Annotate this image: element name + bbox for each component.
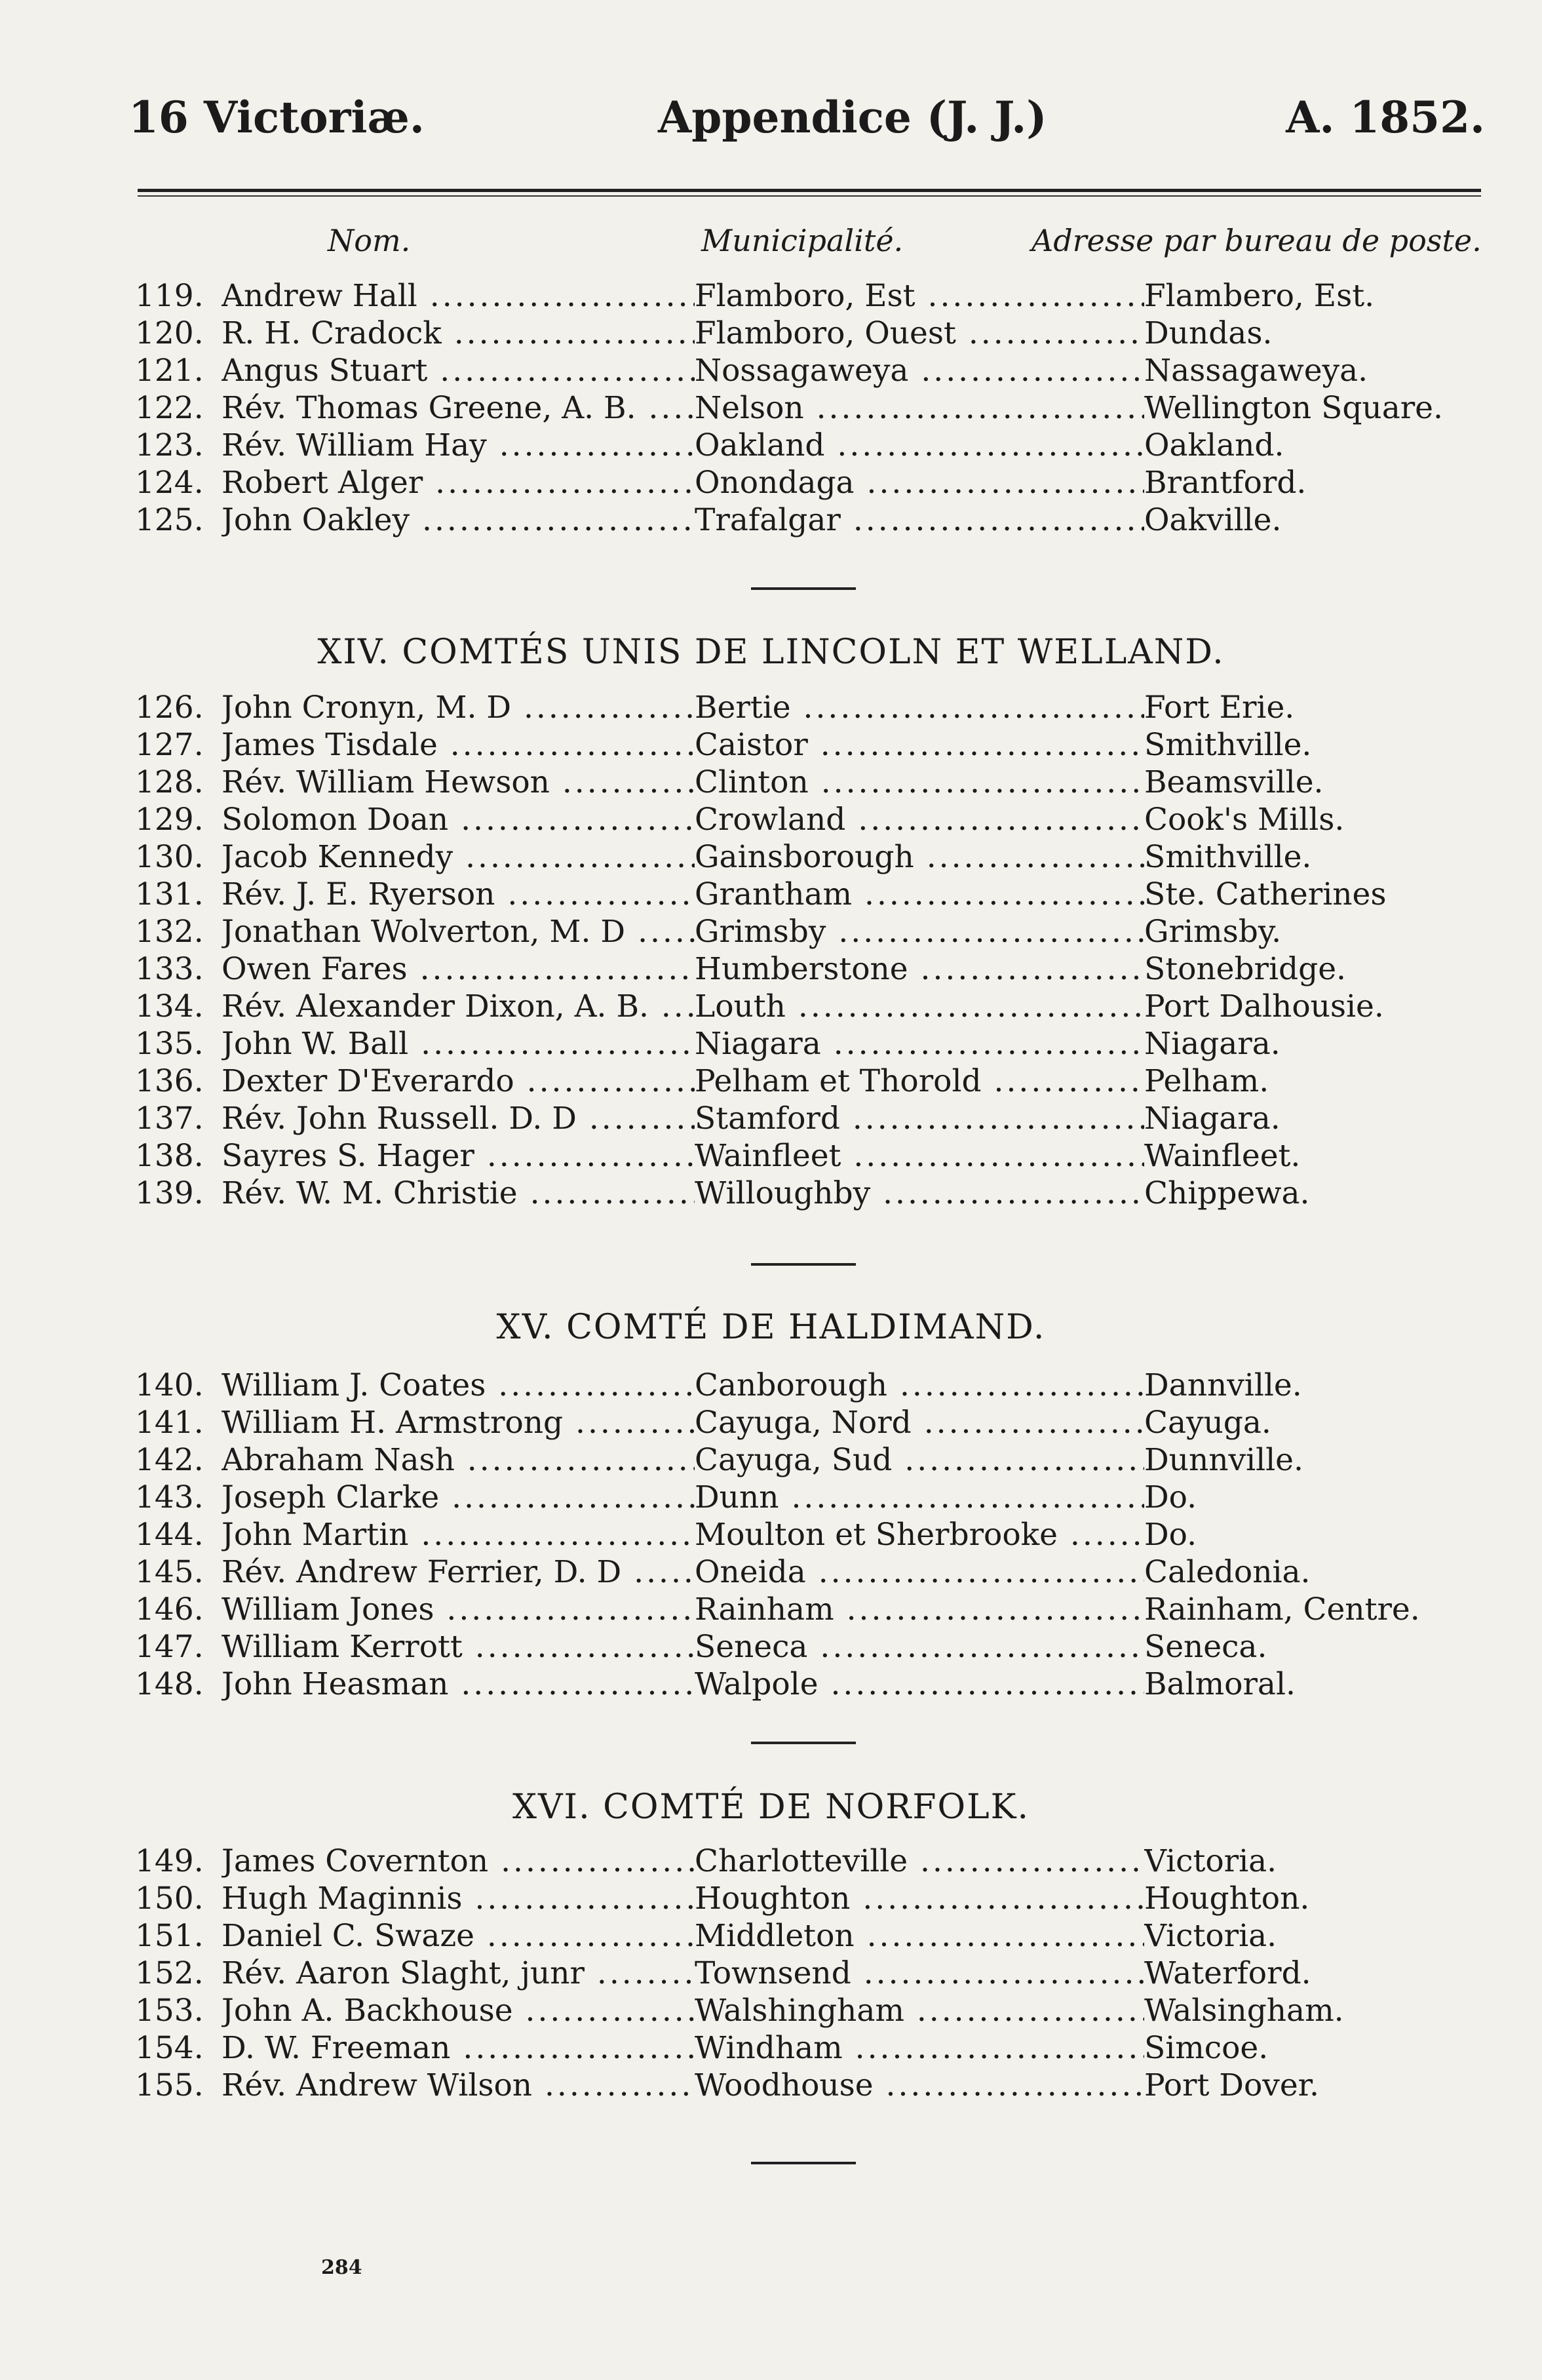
entry-number: 135. [135,1026,204,1062]
entry-number: 124. [135,465,204,501]
page-header [128,92,1485,151]
entry-post-office: Cayuga. [1144,1405,1271,1441]
list-item [0,1591,1542,1629]
entry-post-office: Houghton. [1144,1881,1310,1917]
entry-name: William Kerrott ..... [222,1629,695,1665]
entry-name: Andrew Hall ..... [222,278,695,314]
entry-name: William J. Coates ..... [222,1367,695,1403]
entry-post-office: Flambero, Est. [1144,278,1375,314]
entry-name: Rév. J. E. Ryerson ..... [222,876,695,912]
entry-municipality: Seneca ..... [695,1629,1144,1665]
entry-post-office: Niagara. [1144,1101,1281,1137]
entry-name: Owen Fares ..... [222,951,695,987]
column-header-nom: Nom. [328,223,411,258]
entry-municipality: Flamboro, Est ..... [695,278,1144,314]
list-item [0,1138,1542,1175]
entry-post-office: Seneca. [1144,1629,1267,1665]
list-item [0,1367,1542,1405]
entry-number: 119. [135,278,204,314]
entry-municipality: Willoughby ..... [695,1175,1144,1211]
entry-post-office: Rainham, Centre. [1144,1591,1420,1628]
entry-post-office: Wellington Square. [1144,390,1443,426]
entry-number: 120. [135,315,204,351]
page-number: 284 [321,2256,362,2279]
entry-post-office: Smithville. [1144,727,1312,763]
entry-number: 150. [135,1881,204,1917]
list-item [0,1101,1542,1138]
entry-municipality: Grantham ..... [695,876,1144,912]
entry-post-office: Do. [1144,1517,1197,1553]
header-session: 16 Victoriæ. [128,92,425,143]
section-divider [751,1263,856,1266]
entry-number: 148. [135,1666,204,1702]
entry-municipality: Moulton et Sherbrooke ..... [695,1517,1144,1553]
entry-name: Solomon Doan ..... [222,802,695,838]
list-item [0,2030,1542,2067]
entry-number: 123. [135,427,204,463]
list-item [0,876,1542,914]
entry-post-office: Ste. Catherines [1144,876,1387,912]
entry-number: 142. [135,1442,204,1478]
list-item [0,1881,1542,1918]
entry-post-office: Dannville. [1144,1367,1302,1403]
entry-name: Dexter D'Everardo ..... [222,1063,695,1099]
entry-number: 130. [135,839,204,875]
entry-post-office: Beamsville. [1144,764,1324,800]
entry-number: 136. [135,1063,204,1099]
entry-post-office: Chippewa. [1144,1175,1310,1211]
entry-name: Rév. William Hewson ..... [222,764,695,800]
entry-municipality: Oneida ..... [695,1554,1144,1590]
entry-number: 145. [135,1554,204,1590]
entry-municipality: Flamboro, Ouest ..... [695,315,1144,351]
entry-name: Daniel C. Swaze ..... [222,1918,695,1954]
list-item [0,427,1542,465]
column-header-municipalite: Municipalité. [701,223,904,258]
entry-name: Rév. John Russell. D. D ..... [222,1101,695,1137]
entry-number: 122. [135,390,204,426]
entry-municipality: Woodhouse ..... [695,2067,1144,2103]
list-item [0,1993,1542,2030]
entry-number: 128. [135,764,204,800]
header-year: A. 1852. [1286,92,1485,143]
list-item [0,390,1542,427]
section-title: XV. COMTÉ DE HALDIMAND. [496,1308,1046,1347]
entry-number: 125. [135,502,204,538]
entry-name: Angus Stuart ..... [222,353,695,389]
header-appendix: Appendice (J. J.) [658,92,1047,143]
entry-municipality: Cayuga, Sud ..... [695,1442,1144,1478]
list-item [0,839,1542,876]
entry-municipality: Louth ..... [695,988,1144,1024]
entry-municipality: Walpole ..... [695,1666,1144,1702]
header-rule-thin [138,195,1481,197]
entry-name: Jonathan Wolverton, M. D ..... [222,914,695,950]
entry-municipality: Crowland ..... [695,802,1144,838]
entry-name: John A. Backhouse ..... [222,1993,695,2029]
entry-name: Rév. Alexander Dixon, A. B. ..... [222,988,695,1024]
list-item [0,764,1542,802]
entry-post-office: Walsingham. [1144,1993,1344,2029]
list-item [0,1175,1542,1213]
entry-name: R. H. Cradock ..... [222,315,695,351]
entry-municipality: Pelham et Thorold ..... [695,1063,1144,1099]
entry-number: 153. [135,1993,204,2029]
entry-post-office: Niagara. [1144,1026,1281,1062]
list-item [0,1554,1542,1591]
entry-post-office: Port Dover. [1144,2067,1319,2103]
section-divider [751,1742,856,1744]
entry-name: Abraham Nash ..... [222,1442,695,1478]
entry-number: 137. [135,1101,204,1137]
entry-number: 154. [135,2030,204,2066]
section-divider [751,2162,856,2164]
entry-number: 133. [135,951,204,987]
entry-number: 140. [135,1367,204,1403]
list-item [0,353,1542,390]
list-item [0,1063,1542,1101]
entry-number: 134. [135,988,204,1024]
entry-municipality: Nossagaweya ..... [695,353,1144,389]
entry-municipality: Gainsborough ..... [695,839,1144,875]
list-item [0,1517,1542,1554]
entry-municipality: Bertie ..... [695,690,1144,726]
entry-post-office: Fort Erie. [1144,690,1295,726]
entry-post-office: Nassagaweya. [1144,353,1368,389]
entry-number: 139. [135,1175,204,1211]
entry-number: 146. [135,1591,204,1628]
entry-number: 129. [135,802,204,838]
entry-name: John Cronyn, M. D ..... [222,690,695,726]
entry-post-office: Pelham. [1144,1063,1269,1099]
list-item [0,914,1542,951]
entry-name: D. W. Freeman ..... [222,2030,695,2066]
section-title: XIV. COMTÉS UNIS DE LINCOLN ET WELLAND. [317,633,1225,672]
entry-name: Sayres S. Hager ..... [222,1138,695,1174]
entry-post-office: Victoria. [1144,1843,1277,1879]
list-item [0,1479,1542,1517]
header-rule [138,189,1481,192]
entry-name: Rév. Thomas Greene, A. B. ..... [222,390,695,426]
entry-municipality: Wainfleet ..... [695,1138,1144,1174]
entry-municipality: Trafalgar ..... [695,502,1144,538]
entry-municipality: Middleton ..... [695,1918,1144,1954]
section-norfolk [0,1843,1542,2105]
entry-number: 126. [135,690,204,726]
entry-post-office: Waterford. [1144,1955,1311,1991]
entry-name: Rév. Aaron Slaght, junr ..... [222,1955,695,1991]
entry-name: Rév. Andrew Wilson ..... [222,2067,695,2103]
entry-municipality: Humberstone ..... [695,951,1144,987]
entry-municipality: Charlotteville ..... [695,1843,1144,1879]
entry-municipality: Windham ..... [695,2030,1144,2066]
entry-post-office: Oakville. [1144,502,1282,538]
entry-number: 149. [135,1843,204,1879]
entry-name: James Tisdale ..... [222,727,695,763]
entry-name: John W. Ball ..... [222,1026,695,1062]
entry-number: 127. [135,727,204,763]
entry-municipality: Dunn ..... [695,1479,1144,1515]
entry-municipality: Walshingham ..... [695,1993,1144,2029]
entry-municipality: Stamford ..... [695,1101,1144,1137]
entry-municipality: Clinton ..... [695,764,1144,800]
entry-post-office: Oakland. [1144,427,1284,463]
entry-post-office: Grimsby. [1144,914,1282,950]
entry-post-office: Port Dalhousie. [1144,988,1384,1024]
list-item [0,1629,1542,1666]
list-item [0,802,1542,839]
list-item [0,951,1542,988]
entry-municipality: Houghton ..... [695,1881,1144,1917]
entry-name: Robert Alger ..... [222,465,695,501]
entry-number: 147. [135,1629,204,1665]
list-item [0,1026,1542,1063]
entry-number: 155. [135,2067,204,2103]
entry-municipality: Cayuga, Nord ..... [695,1405,1144,1441]
entry-post-office: Smithville. [1144,839,1312,875]
entry-municipality: Niagara ..... [695,1026,1144,1062]
entry-number: 144. [135,1517,204,1553]
entry-number: 121. [135,353,204,389]
entry-name: Hugh Maginnis ..... [222,1881,695,1917]
entry-number: 151. [135,1918,204,1954]
entry-municipality: Canborough ..... [695,1367,1144,1403]
entry-name: James Covernton ..... [222,1843,695,1879]
entry-number: 132. [135,914,204,950]
list-item [0,1405,1542,1442]
entry-post-office: Cook's Mills. [1144,802,1345,838]
entry-number: 152. [135,1955,204,1991]
entry-name: Joseph Clarke ..... [222,1479,695,1515]
entry-municipality: Onondaga ..... [695,465,1144,501]
list-item [0,1666,1542,1704]
entry-post-office: Wainfleet. [1144,1138,1301,1174]
entry-name: William H. Armstrong ..... [222,1405,695,1441]
list-item [0,1843,1542,1881]
list-item [0,502,1542,539]
section-divider [751,587,856,590]
entry-municipality: Oakland ..... [695,427,1144,463]
entry-municipality: Grimsby ..... [695,914,1144,950]
entry-municipality: Townsend ..... [695,1955,1144,1991]
entry-post-office: Do. [1144,1479,1197,1515]
entry-post-office: Balmoral. [1144,1666,1296,1702]
list-item [0,690,1542,727]
list-item [0,465,1542,502]
list-item [0,988,1542,1026]
entry-post-office: Brantford. [1144,465,1307,501]
entry-name: John Martin ..... [222,1517,695,1553]
entry-post-office: Victoria. [1144,1918,1277,1954]
entry-municipality: Rainham ..... [695,1591,1144,1628]
entry-number: 143. [135,1479,204,1515]
section-title: XVI. COMTÉ DE NORFOLK. [512,1787,1030,1827]
list-item [0,278,1542,315]
entry-number: 138. [135,1138,204,1174]
list-item [0,1918,1542,1955]
entry-name: Rév. W. M. Christie ..... [222,1175,695,1211]
section-haldimand [0,1367,1542,1704]
entry-post-office: Caledonia. [1144,1554,1311,1590]
entry-name: Rév. Andrew Ferrier, D. D ..... [222,1554,695,1590]
entry-name: William Jones ..... [222,1591,695,1628]
entry-name: Jacob Kennedy ..... [222,839,695,875]
list-item [0,727,1542,764]
entry-municipality: Caistor ..... [695,727,1144,763]
list-item [0,315,1542,353]
entry-municipality: Nelson ..... [695,390,1144,426]
entry-name: John Heasman ..... [222,1666,695,1702]
entry-number: 131. [135,876,204,912]
entry-post-office: Stonebridge. [1144,951,1346,987]
list-item [0,1955,1542,1993]
entry-number: 141. [135,1405,204,1441]
entry-post-office: Dundas. [1144,315,1273,351]
entry-name: John Oakley ..... [222,502,695,538]
entry-post-office: Simcoe. [1144,2030,1269,2066]
section-lincoln-welland [0,690,1542,1213]
list-item [0,2067,1542,2105]
list-item [0,1442,1542,1479]
column-header-adresse: Adresse par bureau de poste. [1031,223,1482,258]
entry-post-office: Dunnville. [1144,1442,1303,1478]
section-continued [0,278,1542,539]
entry-name: Rév. William Hay ..... [222,427,695,463]
